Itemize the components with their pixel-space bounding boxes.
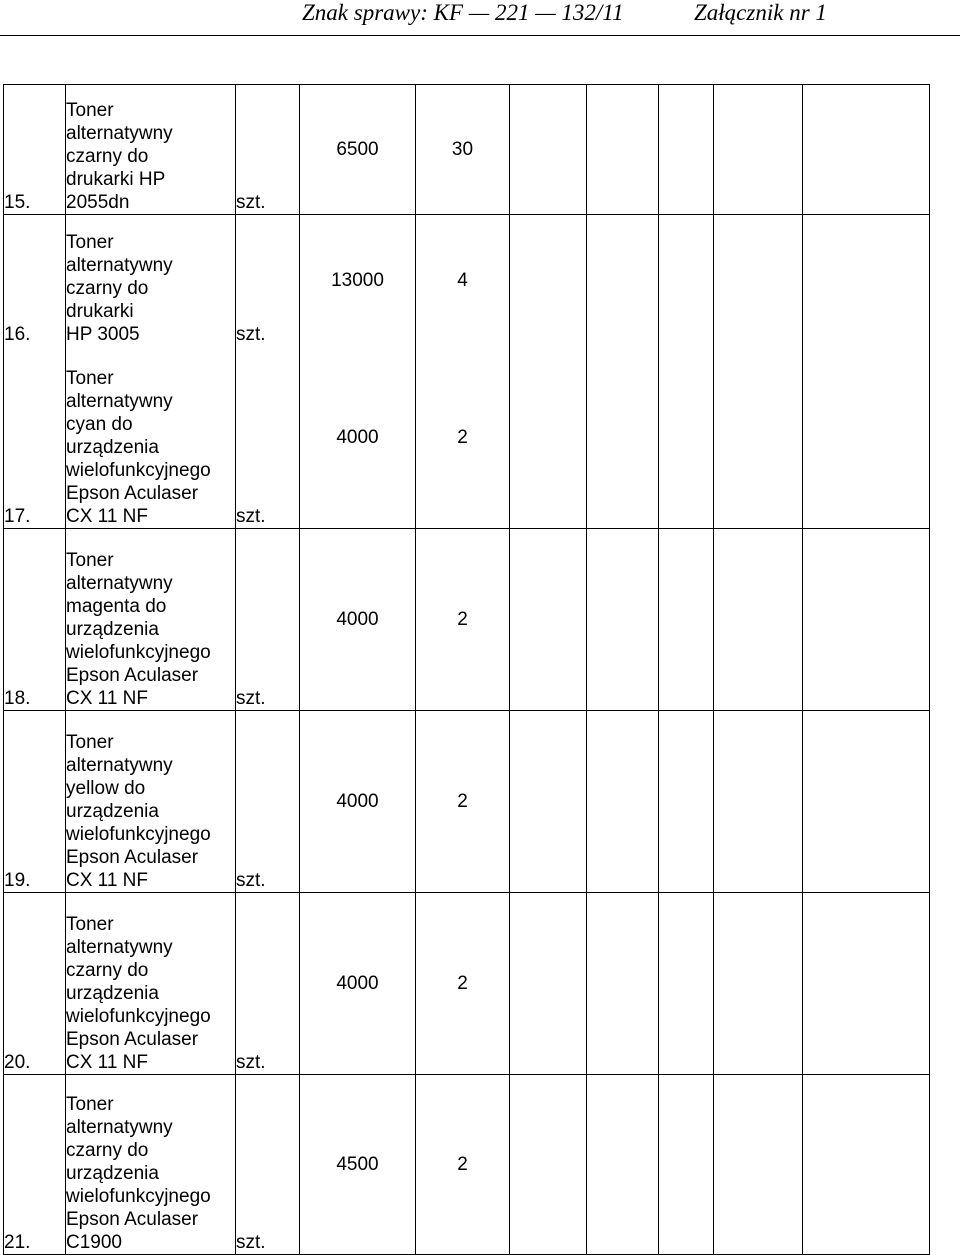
item-quantity: 2 bbox=[416, 1075, 510, 1255]
item-capacity: 4000 bbox=[300, 893, 416, 1075]
item-description-line: Toner bbox=[66, 1094, 114, 1115]
item-description bbox=[66, 215, 236, 347]
item-description-line: czarny do bbox=[66, 278, 149, 299]
empty-cell bbox=[803, 85, 930, 215]
item-description-line: wielofunkcyjnego bbox=[66, 1186, 211, 1207]
item-description-line: cyan do bbox=[66, 414, 133, 435]
item-capacity: 4000 bbox=[300, 711, 416, 893]
empty-cell bbox=[587, 893, 659, 1075]
empty-cell bbox=[659, 529, 714, 711]
table-row bbox=[4, 85, 930, 215]
empty-cell bbox=[510, 347, 587, 529]
empty-cell bbox=[714, 1075, 803, 1255]
item-description-line: alternatywny bbox=[66, 573, 173, 594]
item-unit: szt. bbox=[236, 1075, 300, 1255]
item-description-line: urządzenia bbox=[66, 801, 159, 822]
item-description-line: drukarki HP bbox=[66, 169, 166, 190]
empty-cell bbox=[659, 347, 714, 529]
empty-cell bbox=[587, 529, 659, 711]
item-number: 21. bbox=[4, 1075, 66, 1255]
empty-cell bbox=[587, 1075, 659, 1255]
table-row bbox=[4, 215, 930, 347]
item-description-line: wielofunkcyjnego bbox=[66, 460, 211, 481]
item-description-line: urządzenia bbox=[66, 1163, 159, 1184]
item-description-line: CX 11 NF bbox=[66, 688, 149, 709]
item-description bbox=[66, 85, 236, 215]
empty-cell bbox=[510, 893, 587, 1075]
header-divider bbox=[0, 35, 960, 36]
item-description-line: alternatywny bbox=[66, 755, 173, 776]
item-description-line: HP 3005 bbox=[66, 324, 140, 345]
item-description-line: wielofunkcyjnego bbox=[66, 642, 211, 663]
empty-cell bbox=[803, 347, 930, 529]
item-description-line: wielofunkcyjnego bbox=[66, 1006, 211, 1027]
item-number: 18. bbox=[4, 529, 66, 711]
item-description-line: urządzenia bbox=[66, 983, 159, 1004]
empty-cell bbox=[510, 529, 587, 711]
item-unit: szt. bbox=[236, 85, 300, 215]
item-capacity: 4000 bbox=[300, 347, 416, 529]
empty-cell bbox=[803, 215, 930, 347]
item-unit: szt. bbox=[236, 347, 300, 529]
item-description-line: CX 11 NF bbox=[66, 1052, 149, 1073]
item-description-line: alternatywny bbox=[66, 123, 173, 144]
item-description-line: czarny do bbox=[66, 146, 149, 167]
empty-cell bbox=[659, 85, 714, 215]
item-unit: szt. bbox=[236, 893, 300, 1075]
empty-cell bbox=[659, 893, 714, 1075]
item-description-line: Toner bbox=[66, 914, 114, 935]
item-description-line: czarny do bbox=[66, 960, 149, 981]
item-description-line: alternatywny bbox=[66, 391, 173, 412]
table-row bbox=[4, 711, 930, 893]
item-description-line: Toner bbox=[66, 100, 114, 121]
item-description-line: Toner bbox=[66, 550, 114, 571]
empty-cell bbox=[714, 529, 803, 711]
item-description bbox=[66, 529, 236, 711]
item-quantity: 30 bbox=[416, 85, 510, 215]
item-unit: szt. bbox=[236, 529, 300, 711]
empty-cell bbox=[714, 215, 803, 347]
item-description-line: CX 11 NF bbox=[66, 506, 149, 527]
table-row bbox=[4, 529, 930, 711]
item-number: 16. bbox=[4, 215, 66, 347]
empty-cell bbox=[587, 711, 659, 893]
item-description-line: Epson Aculaser bbox=[66, 1209, 199, 1230]
item-capacity: 4000 bbox=[300, 529, 416, 711]
item-quantity: 2 bbox=[416, 893, 510, 1075]
empty-cell bbox=[659, 1075, 714, 1255]
item-description-line: Epson Aculaser bbox=[66, 483, 199, 504]
item-description-line: Epson Aculaser bbox=[66, 1029, 199, 1050]
empty-cell bbox=[587, 215, 659, 347]
table-row bbox=[4, 347, 930, 529]
empty-cell bbox=[803, 1075, 930, 1255]
item-description-line: alternatywny bbox=[66, 255, 173, 276]
page-header bbox=[0, 0, 960, 28]
empty-cell bbox=[714, 347, 803, 529]
item-number: 15. bbox=[4, 85, 66, 215]
item-description bbox=[66, 893, 236, 1075]
empty-cell bbox=[803, 711, 930, 893]
item-description-line: magenta do bbox=[66, 596, 167, 617]
item-description bbox=[66, 347, 236, 529]
item-description-line: CX 11 NF bbox=[66, 870, 149, 891]
empty-cell bbox=[714, 85, 803, 215]
table-row bbox=[4, 893, 930, 1075]
item-description-line: wielofunkcyjnego bbox=[66, 824, 211, 845]
item-unit: szt. bbox=[236, 215, 300, 347]
item-description-line: Epson Aculaser bbox=[66, 665, 199, 686]
item-number: 20. bbox=[4, 893, 66, 1075]
items-table bbox=[3, 84, 930, 1255]
item-description-line: urządzenia bbox=[66, 437, 159, 458]
items-table-body bbox=[4, 85, 930, 1255]
item-description-line: alternatywny bbox=[66, 937, 173, 958]
item-description bbox=[66, 1075, 236, 1255]
empty-cell bbox=[587, 347, 659, 529]
table-row bbox=[4, 1075, 930, 1255]
item-description-line: Toner bbox=[66, 732, 114, 753]
empty-cell bbox=[803, 893, 930, 1075]
empty-cell bbox=[510, 711, 587, 893]
item-quantity: 2 bbox=[416, 529, 510, 711]
item-quantity: 2 bbox=[416, 711, 510, 893]
item-description-line: 2055dn bbox=[66, 192, 130, 213]
item-quantity: 2 bbox=[416, 347, 510, 529]
item-number: 17. bbox=[4, 347, 66, 529]
empty-cell bbox=[714, 711, 803, 893]
item-capacity: 6500 bbox=[300, 85, 416, 215]
item-description-line: drukarki bbox=[66, 301, 134, 322]
item-description-line: urządzenia bbox=[66, 619, 159, 640]
item-description-line: alternatywny bbox=[66, 1117, 173, 1138]
empty-cell bbox=[510, 1075, 587, 1255]
item-capacity: 13000 bbox=[300, 215, 416, 347]
empty-cell bbox=[587, 85, 659, 215]
case-reference: Znak sprawy: KF — 221 — 132/11 bbox=[302, 0, 624, 25]
empty-cell bbox=[659, 215, 714, 347]
item-description-line: yellow do bbox=[66, 778, 146, 799]
item-number: 19. bbox=[4, 711, 66, 893]
item-capacity: 4500 bbox=[300, 1075, 416, 1255]
item-unit: szt. bbox=[236, 711, 300, 893]
empty-cell bbox=[714, 893, 803, 1075]
empty-cell bbox=[659, 711, 714, 893]
item-quantity: 4 bbox=[416, 215, 510, 347]
attachment-label: Załącznik nr 1 bbox=[694, 0, 827, 25]
item-description-line: Toner bbox=[66, 232, 114, 253]
item-description-line: C1900 bbox=[66, 1232, 122, 1253]
item-description-line: Epson Aculaser bbox=[66, 847, 199, 868]
item-description bbox=[66, 711, 236, 893]
empty-cell bbox=[510, 215, 587, 347]
item-description-line: czarny do bbox=[66, 1140, 149, 1161]
empty-cell bbox=[803, 529, 930, 711]
empty-cell bbox=[510, 85, 587, 215]
item-description-line: Toner bbox=[66, 368, 114, 389]
